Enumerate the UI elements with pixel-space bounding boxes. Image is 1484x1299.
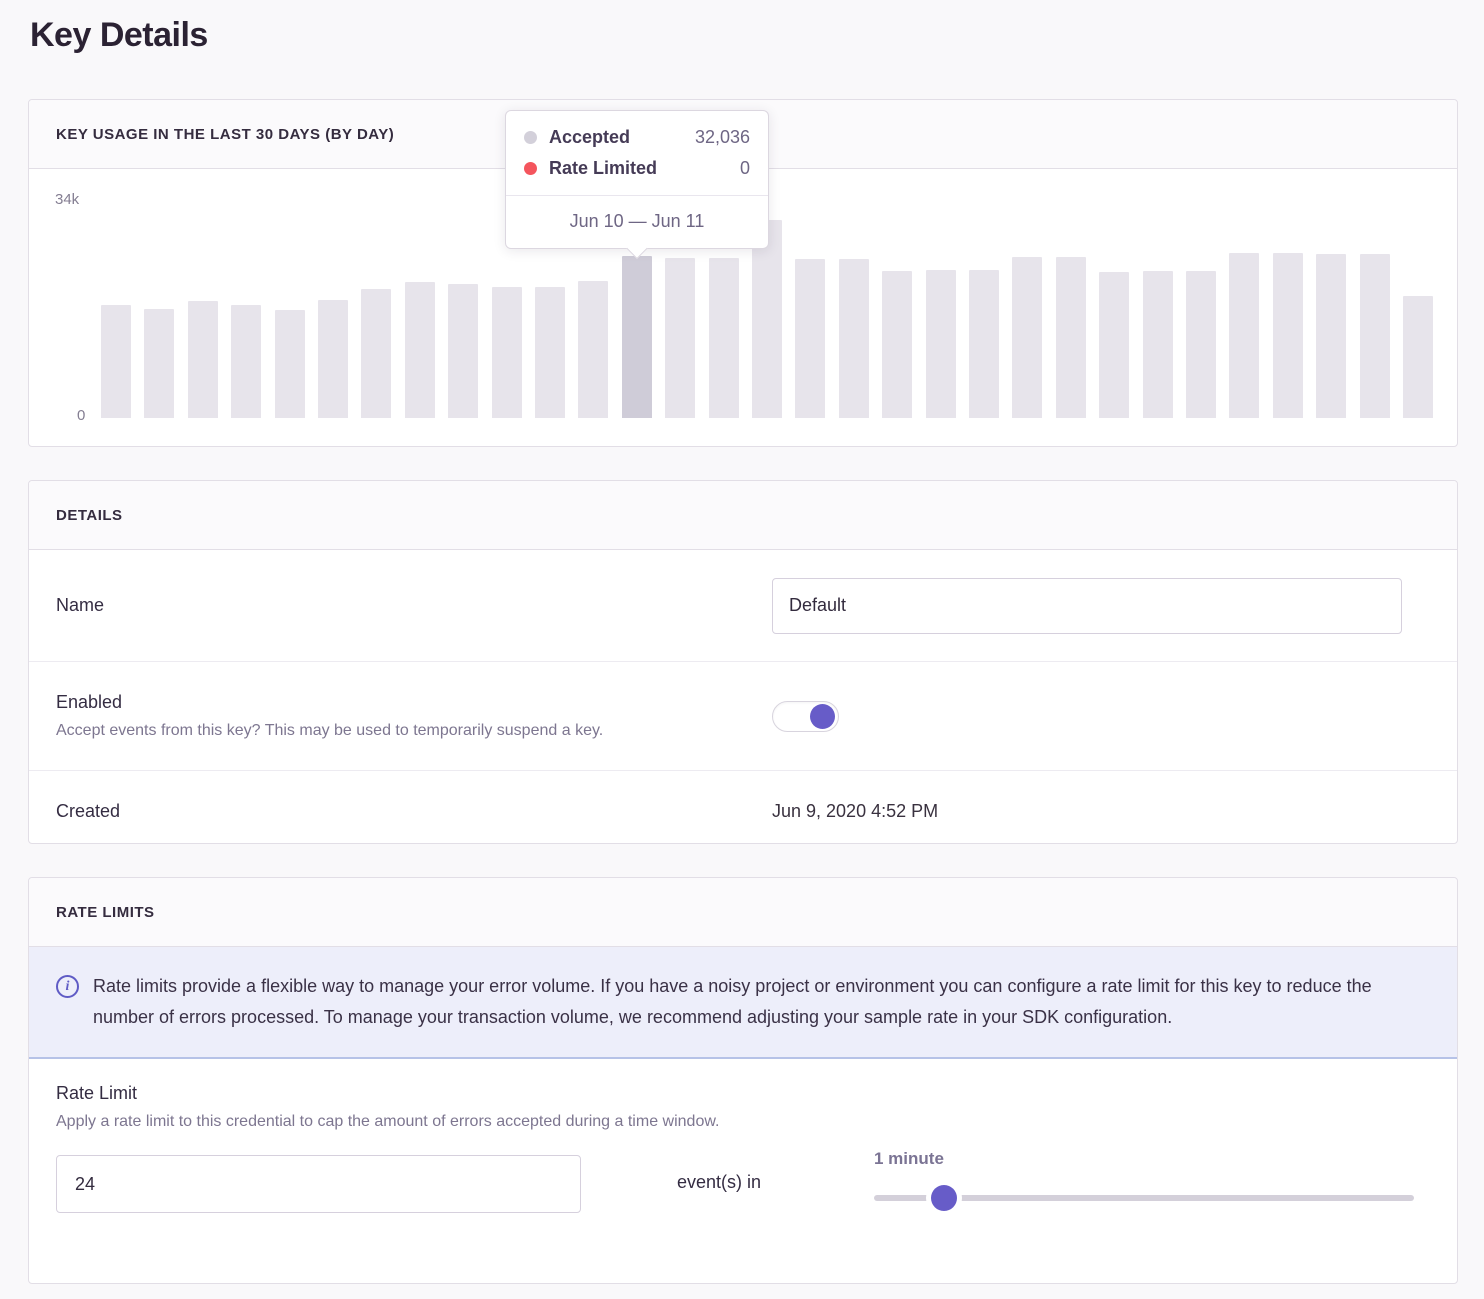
tooltip-row-rate-limited	[524, 158, 750, 179]
usage-bar[interactable]	[492, 287, 522, 418]
usage-bar[interactable]	[752, 220, 782, 418]
usage-bar[interactable]	[101, 305, 131, 418]
created-row	[29, 771, 1457, 851]
usage-bar[interactable]	[1099, 272, 1129, 418]
enabled-label: Enabled	[56, 692, 123, 712]
details-panel	[28, 480, 1458, 844]
usage-bar[interactable]	[1229, 253, 1259, 418]
usage-bar[interactable]	[318, 300, 348, 418]
rate-limit-section	[29, 1059, 1457, 1260]
tooltip-accepted-label: Accepted	[549, 127, 631, 147]
rate-limits-info-alert	[29, 947, 1457, 1059]
enabled-row	[29, 662, 1457, 771]
usage-bar[interactable]	[275, 310, 305, 418]
usage-bar[interactable]	[665, 258, 695, 418]
rate-limit-count-input[interactable]	[56, 1155, 581, 1213]
rate-limits-info-text: Rate limits provide a flexible way to manage your error volume. If you have a noisy project or environment you can configure a rate limit for this key to reduce the number of errors processed. To manage your transaction volume, we recommend adjusting your sample rate in your SDK configuration.	[93, 976, 1372, 1027]
info-icon: i	[56, 975, 79, 998]
usage-bar[interactable]	[1403, 296, 1433, 418]
usage-bar[interactable]	[1143, 271, 1173, 418]
usage-bar[interactable]	[448, 284, 478, 418]
key-usage-panel-header: KEY USAGE IN THE LAST 30 DAYS (BY DAY)	[29, 100, 1457, 169]
page-title: Key Details	[30, 16, 208, 54]
rate-limit-window-slider-group	[874, 1149, 1414, 1201]
usage-bar[interactable]	[622, 256, 652, 418]
name-row	[29, 550, 1457, 662]
usage-bar[interactable]	[188, 301, 218, 418]
toggle-knob-icon	[810, 704, 835, 729]
window-slider-knob[interactable]	[931, 1185, 957, 1211]
rate-limit-controls	[56, 1149, 1430, 1260]
usage-bar[interactable]	[1056, 257, 1086, 418]
chart-tooltip	[505, 110, 769, 249]
usage-bar[interactable]	[361, 289, 391, 418]
usage-bar[interactable]	[1186, 271, 1216, 418]
usage-bar[interactable]	[839, 259, 869, 418]
usage-bar[interactable]	[231, 305, 261, 418]
enabled-description: Accept events from this key? This may be used to temporarily suspend a key.	[56, 722, 604, 739]
name-label: Name	[56, 595, 105, 615]
y-axis-max-label: 34k	[55, 191, 80, 208]
rate-limits-panel	[28, 877, 1458, 1284]
rate-limited-dot-icon	[524, 162, 537, 175]
usage-bar[interactable]	[405, 282, 435, 418]
usage-bar[interactable]	[709, 258, 739, 418]
y-axis-min-label: 0	[77, 407, 86, 424]
tooltip-rate-limited-value: 0	[739, 158, 750, 178]
name-input[interactable]	[772, 578, 1402, 634]
usage-bar[interactable]	[1273, 253, 1303, 418]
rate-limit-description: Apply a rate limit to this credential to cap the amount of errors accepted during a time window.	[56, 1113, 720, 1130]
created-value: Jun 9, 2020 4:52 PM	[772, 800, 939, 821]
rate-limit-label: Rate Limit	[56, 1083, 138, 1103]
usage-bar[interactable]	[1360, 254, 1390, 418]
usage-bar[interactable]	[882, 271, 912, 418]
details-panel-header: DETAILS	[29, 481, 1457, 550]
usage-bar[interactable]	[535, 287, 565, 418]
window-slider-track[interactable]	[874, 1195, 1414, 1201]
window-label: 1 minute	[874, 1149, 944, 1168]
usage-bar[interactable]	[795, 259, 825, 418]
tooltip-row-accepted	[524, 127, 750, 148]
created-label: Created	[56, 800, 121, 821]
accepted-dot-icon	[524, 131, 537, 144]
usage-bar[interactable]	[144, 309, 174, 418]
tooltip-rate-limited-label: Rate Limited	[549, 158, 658, 178]
enabled-toggle[interactable]	[772, 701, 839, 732]
tooltip-date-range: Jun 10 — Jun 11	[569, 211, 705, 231]
tooltip-accepted-value: 32,036	[694, 127, 750, 147]
rate-limits-panel-header: RATE LIMITS	[29, 878, 1457, 947]
usage-bar[interactable]	[926, 270, 956, 418]
events-in-label: event(s) in	[677, 1172, 762, 1192]
usage-bar[interactable]	[578, 281, 608, 418]
usage-bar[interactable]	[1316, 254, 1346, 418]
usage-bar[interactable]	[969, 270, 999, 418]
usage-bar[interactable]	[1012, 257, 1042, 418]
